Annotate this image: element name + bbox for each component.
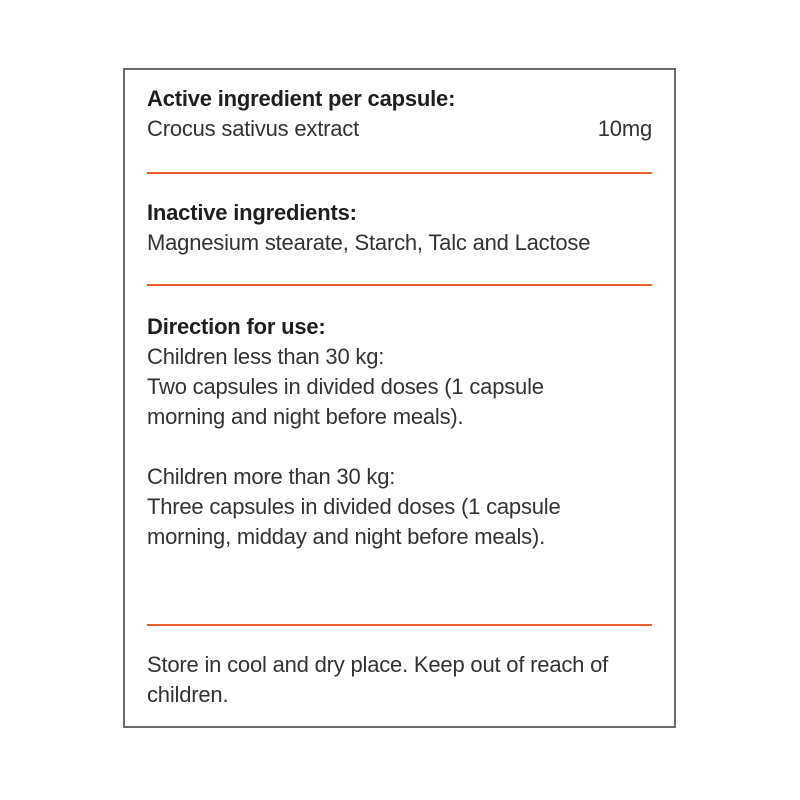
inactive-ingredients-heading: Inactive ingredients: bbox=[147, 200, 357, 225]
active-ingredient-name: Crocus sativus extract bbox=[147, 116, 360, 141]
active-ingredient-heading: Active ingredient per capsule: bbox=[147, 86, 456, 111]
ingredients-label-panel bbox=[123, 68, 676, 728]
directions-heading: Direction for use: bbox=[147, 314, 326, 339]
active-ingredient-row bbox=[147, 114, 652, 144]
storage-line2: children. bbox=[147, 682, 229, 707]
storage-section bbox=[147, 650, 652, 710]
directions-section bbox=[147, 312, 652, 552]
inactive-ingredients-section bbox=[147, 198, 652, 258]
directions-group1-title: Children less than 30 kg: bbox=[147, 344, 385, 369]
directions-group2-line1: Three capsules in divided doses (1 capsule bbox=[147, 494, 561, 519]
section-divider-1 bbox=[147, 172, 652, 174]
directions-group2-line2: morning, midday and night before meals). bbox=[147, 524, 545, 549]
section-divider-2 bbox=[147, 284, 652, 286]
section-divider-3 bbox=[147, 624, 652, 626]
directions-spacer bbox=[147, 432, 652, 462]
storage-line1: Store in cool and dry place. Keep out of reach of bbox=[147, 652, 609, 677]
inactive-ingredients-text: Magnesium stearate, Starch, Talc and Lactose bbox=[147, 230, 591, 255]
directions-group2-title: Children more than 30 kg: bbox=[147, 464, 396, 489]
directions-group1-line2: morning and night before meals). bbox=[147, 404, 464, 429]
active-ingredient-section bbox=[147, 84, 652, 144]
active-ingredient-amount: 10mg bbox=[597, 116, 652, 141]
directions-group1-line1: Two capsules in divided doses (1 capsule bbox=[147, 374, 544, 399]
